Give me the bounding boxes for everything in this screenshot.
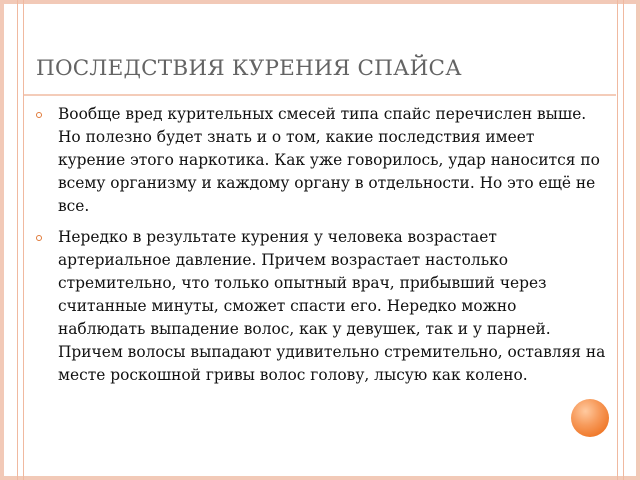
decorative-orange-circle [571,399,609,437]
bullet-text: Нередко в результате курения у человека возрастает артериальное давление. Причем возрастает настолько стремительно, что только опытный врач, прибывший через считанные минуты, сможет спасти его. Нередко можно наблюдать выпадение волос, как у девушек, так и у парней. Причем волосы выпадают удивительно стремительно, оставляя на месте роскошной гривы волос голову, лысую как колено. [58,228,606,384]
bullet-item [36,226,606,387]
bullet-circle-icon [36,235,42,241]
slide-title: ПОСЛЕДСТВИЯ КУРЕНИЯ СПАЙСА [36,56,462,81]
left-frame-line [17,0,18,480]
bullet-circle-icon [36,112,42,118]
left-frame-line [23,0,24,480]
right-frame-line [617,0,618,480]
bullet-text: Вообще вред курительных смесей типа спайс перечислен выше. Но полезно будет знать и о том, какие последствия имеет курение этого наркотика. Как уже говорилось, удар наносится по всему организму и каждому органу в отдельности. Но это ещё не все. [58,105,600,215]
right-frame-line [623,0,624,480]
title-divider [24,94,616,96]
slide-body [36,103,606,395]
bullet-item [36,103,606,218]
